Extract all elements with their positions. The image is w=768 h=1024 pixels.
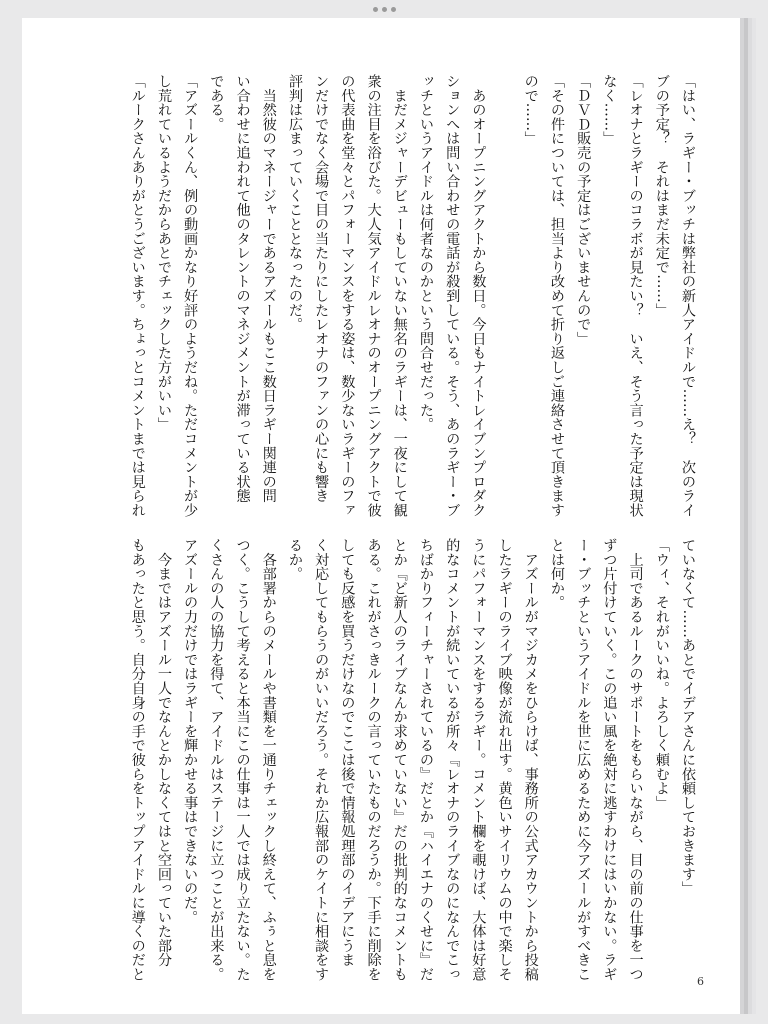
text-line: 「その件については、担当より改めて折り返しご連絡させて頂きます <box>548 74 565 518</box>
text-line: 衆の注目を浴びた。大人気アイドルレオナのオープニングアクトで彼 <box>365 74 382 518</box>
text-line: ちばかりフィーチャーされているの』だとか『ハイエナのくせに』だ <box>417 538 434 982</box>
text-line: しても反感を買うだけなのでここは後で情報処理部のイデアにうま <box>339 538 356 967</box>
text-line: したラギーのライブ映像が流れ出す。黄色いサイリウムの中で楽しそ <box>496 538 513 982</box>
text-line: し荒れているようだからあとでチェックした方がいい」 <box>155 74 172 432</box>
text-line: ー・ブッチというアイドルを世に広めるために今アズールがすべきこ <box>575 538 592 982</box>
text-line: い合わせに追われて他のタレントのマネジメントが滞っている状態 <box>234 74 251 503</box>
page-number: 6 <box>697 975 704 988</box>
text-line: く対応してもらうのがいいだろう。それか広報部のケイトに相談をす <box>313 538 330 982</box>
text-line: うにパフォーマンスをするラギー。コメント欄を覗けば、大体は好意 <box>470 538 487 982</box>
text-line: 「ＤＶＤ販売の予定はございませんので」 <box>575 74 592 346</box>
text-line: 「アズールくん、例の動画かなり好評のようだね。ただコメントが少 <box>182 74 199 518</box>
text-line: あのオープニングアクトから数日。今日もナイトレイブンプロダク <box>470 74 487 518</box>
text-line: である。 <box>208 74 225 132</box>
text-line: 評判は広まっていくこととなったのだ。 <box>286 74 303 332</box>
text-line: 「はい、ラギー・ブッチは弊社の新人アイドルで……え？ 次のライ <box>680 74 696 518</box>
book-page <box>22 18 740 1014</box>
text-line: ので……」 <box>522 74 539 146</box>
more-dots-icon[interactable] <box>373 7 396 12</box>
text-line: 「ウィ、それがいいね。よろしく頼むよ」 <box>653 538 670 810</box>
text-line: 的なコメントが続いているが所々『レオナのライブなのになんでこっ <box>444 538 461 982</box>
text-line: ていなくて……あとでイデアさんに依頼しておきます」 <box>680 538 696 896</box>
text-line: 今まではアズール一人でなんとかしなくてはと空回っていた部分 <box>155 538 172 967</box>
text-line: アズールがマジカメをひらけば、事務所の公式アカウントから投稿 <box>522 538 539 982</box>
text-line <box>491 74 517 500</box>
text-line: ずつ片付けていく。この追い風を絶対に逃すわけにはいかない。ラギ <box>601 538 618 982</box>
top-bar <box>0 0 768 18</box>
text-line: つく。こうして考えると本当にこの仕事は一人では成り立たない。た <box>234 538 251 982</box>
text-line: ッチというアイドルは何者なのかという問合せだった。 <box>417 74 434 432</box>
text-line: ブの予定？ それはまだ未定で……」 <box>653 74 670 318</box>
text-line: とは何か。 <box>548 538 565 610</box>
text-line: 「レオナとラギーのコラボが見たい？ いえ、そう言った予定は現状 <box>627 74 644 518</box>
text-line: 上司であるルークのサポートをもらいながら、目の前の仕事を一つ <box>627 538 644 982</box>
text-line: の代表曲を堂々とパフォーマンスをする姿は、数少ないラギーのファ <box>339 74 356 518</box>
text-line: 各部署からのメールや書類を一通りチェックし終えて、ふぅと息を <box>260 538 277 982</box>
text-line: アズールの力だけではラギーを輝かせる事はできないのだ。 <box>182 538 199 925</box>
text-line: なく……」 <box>601 74 618 146</box>
lower-text-block <box>125 538 701 982</box>
text-line: もあったと思う。自分自身の手で彼らをトップアイドルに導くのだと <box>129 538 146 982</box>
text-line: とか『ど新人のライブなんか求めていない』だの批判的なコメントも <box>391 538 408 982</box>
text-line: くさんの人の協力を得て、アイドルはステージに立つことが出来る。 <box>208 538 225 982</box>
text-line: 当然彼のマネージャーであるアズールもここ数日ラギー関連の問 <box>260 74 277 503</box>
text-line: るか。 <box>286 538 303 581</box>
text-line: ションへは問い合わせの電話が殺到している。そう、あのラギー・ブ <box>444 74 461 518</box>
upper-text-block <box>125 74 701 518</box>
text-line: まだメジャーデビューもしていない無名のラギーは、一夜にして観 <box>391 74 408 518</box>
text-line: 「ルークさんありがとうございます。ちょっとコメントまでは見られ <box>129 74 146 518</box>
text-line: ンだけでなく会場で目の当たりにしたレオナのファンの心にも響き <box>313 74 330 503</box>
text-line: ある。これがさっきルークの言っていたものだろうか。下手に削除を <box>365 538 382 982</box>
